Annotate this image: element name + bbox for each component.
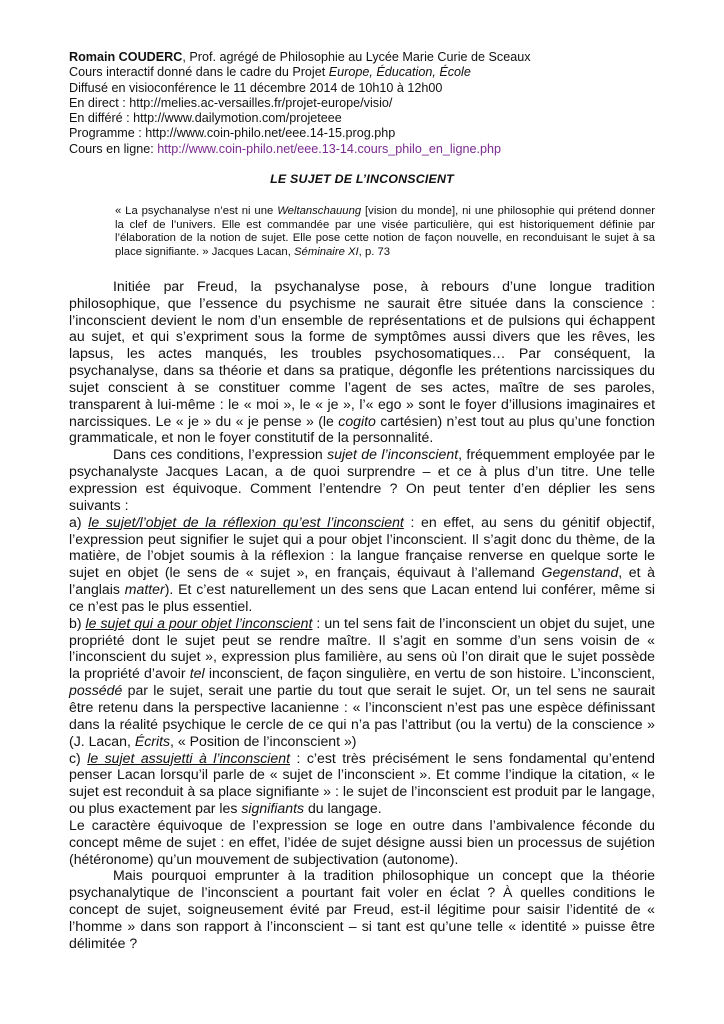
- paragraph-conditions: Dans ces conditions, l’expression sujet de l’inconscient, fréquemment employée par le psychanalyste Jacques Lacan, a de quoi surprendre – et ce à plus d’un titre. Une telle expression est équivoque. Comment l’entendre ? On peut tenter d’en déplier les sens suivants :: [69, 446, 656, 513]
- paragraph-sense-c: c) le sujet assujetti à l’inconscient : c’est très précisément le sens fondamental qu’entend penser Lacan lorsqu’il parle de « sujet de l’inconscient ». Et comme l’indique la citation, « le sujet est reconduit à sa place signifiante » : le sujet de l’inconscient est produit par le langage, ou plus exactement par les signifiants du langage.: [69, 749, 655, 817]
- paragraph-sense-b: b) le sujet qui a pour objet l’inconscient : un tel sens fait de l’inconscient un objet du sujet, une propriété dont le sujet peut se rendre maître. Il s’agit en somme d’un sens voisin de « l’inconscient du sujet », expression plus familière, au sens où l’on dirait que le sujet possède la propriété d’avoir tel inconscient, de façon singulière, en vertu de son histoire. L’inconscient, possédé par le sujet, serait une partie du tout que serait le sujet. Or, un tel sens ne saurait être retenu dans la perspective lacanienne : « l’inconscient n’est pas une espèce définissant dans la réalité psychique le cercle de ce qui n’a pas l’attribut (ou la vertu) de la conscience » (J. Lacan, Écrits, « Position de l’inconscient »): [69, 614, 656, 749]
- program-link-line: Programme : http://www.coin-philo.net/eee.14-15.prog.php: [69, 126, 396, 141]
- paragraph-intro: Initiée par Freud, la psychanalyse pose, à rebours d’une longue tradition philosophique, que l’essence du psychisme ne saurait être située dans la conscience : l’inconscient devient le nom d’un ensemble de représentations et de pulsions qui échappent au sujet, et qui s’expriment sous la forme de symptômes aussi divers que les rêves, les lapsus, les actes manqués, les troubles psychosomatiques… Par conséquent, la psychanalyse, dans sa théorie et dans sa pratique, dégonfle les prétentions narcissiques du sujet conscient à se constituer comme l’agent de ses actes, maître de ses paroles, transparent à lui-même : le « moi », le « je », l’« ego » sont le foyer d’illusions imaginaires et narcissiques. Le « je » du « je pense » (le cogito cartésien) n’est tout au plus qu’une fonction grammaticale, et non le foyer constitutif de la personnalité.: [69, 277, 655, 446]
- online-course-line: Cours en ligne: http://www.coin-philo.net/eee.13-14.cours_philo_en_ligne.php: [69, 141, 501, 156]
- broadcast-line: Diffusé en visioconférence le 11 décembre 2014 de 10h10 à 12h00: [69, 80, 443, 95]
- body-text: [69, 278, 655, 952]
- paragraph-question: Mais pourquoi emprunter à la tradition philosophique un concept que la théorie psychanalytique de l’inconscient a pourtant fait voler en éclat ? À quelles conditions le concept de sujet, soigneusement évité par Freud, est-il légitime pour saisir l’identité de « l’homme » dans son rapport à l’inconscient – si tant est qu’une telle « identité » puisse être délimitée ?: [69, 867, 655, 951]
- epigraph-quote: « La psychanalyse n’est ni une Weltanschauung [vision du monde], ni une philosophie qui prétend donner la clef de l’univers. Elle est commandée par une visée particulière, qui est historiquement définie par l’élaboration de la notion de sujet. Elle pose cette notion de façon nouvelle, en reconduisant le sujet à sa place signifiante. » Jacques Lacan, Séminaire XI, p. 73: [115, 205, 655, 259]
- header-block: [69, 50, 655, 157]
- online-course-link[interactable]: http://www.coin-philo.net/eee.13-14.cours_philo_en_ligne.php: [157, 141, 501, 156]
- course-line: Cours interactif donné dans le cadre du Projet Europe, Éducation, École: [69, 65, 471, 80]
- document-title: LE SUJET DE L’INCONSCIENT: [270, 172, 454, 187]
- author-name: Romain COUDERC: [69, 50, 183, 64]
- document-page: [69, 50, 655, 952]
- paragraph-sense-a: a) le sujet/l’objet de la réflexion qu’est l’inconscient : en effet, au sens du génitif objectif, l’expression peut signifier le sujet qui a pour objet l’inconscient. Il s’agit donc du thème, de la matière, de l’objet soumis à la réflexion : la langue française renverse en quelque sorte le sujet en objet (le sens de « sujet », en français, équivaut à l’allemand Gegenstand, et à l’anglais matter). Et c’est naturellement un des sens que Lacan entend lui conférer, même si ce n’est pas le plus essentiel.: [69, 513, 656, 614]
- replay-link-line: En différé : http://www.dailymotion.com/projeteee: [69, 111, 342, 126]
- paragraph-ambivalence: Le caractère équivoque de l’expression se loge en outre dans l’ambivalence féconde du concept même de sujet : en effet, l’idée de sujet désigne aussi bien un processus de sujétion (hétéronome) qu’un mouvement de subjectivation (autonome).: [69, 816, 655, 867]
- live-link-line: En direct : http://melies.ac-versailles.fr/projet-europe/visio/: [69, 95, 393, 110]
- author-line: Romain COUDERC, Prof. agrégé de Philosophie au Lycée Marie Curie de Sceaux: [69, 50, 531, 64]
